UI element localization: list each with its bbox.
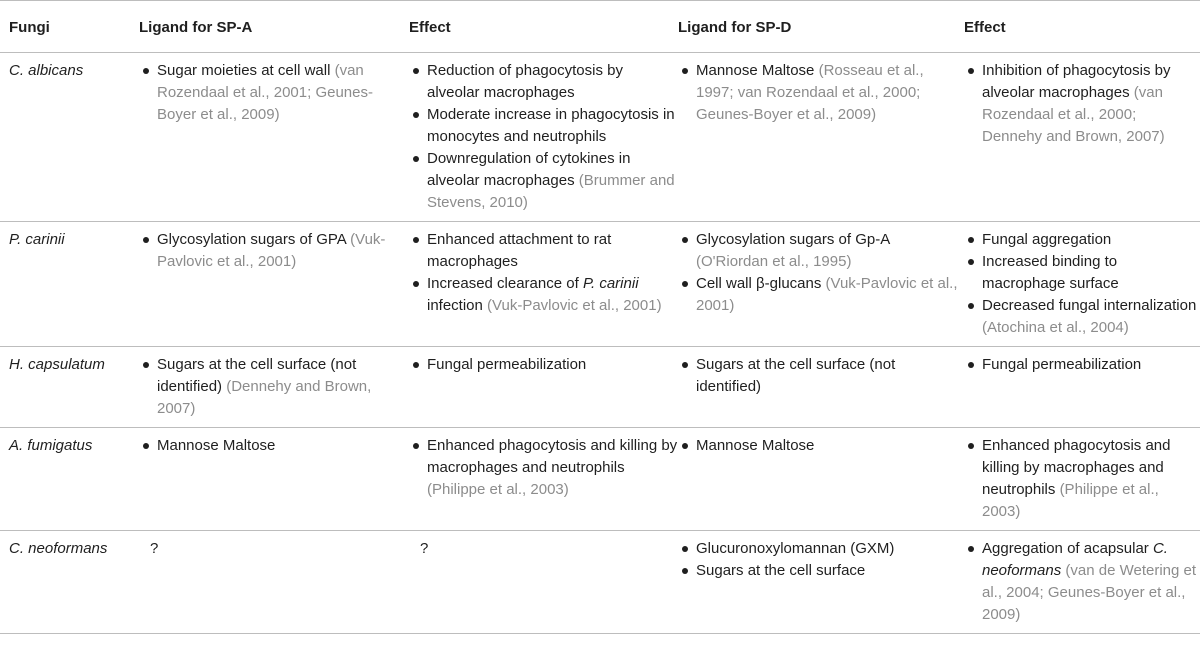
bullet-list [139,229,409,273]
item-citation: (Atochina et al., 2004) [982,319,1129,336]
bullet-item [678,229,964,273]
fungi-cell: H. capsulatum [0,347,139,428]
item-citation: (Vuk-Pavlovic et al., 2001) [157,231,386,270]
bullet-list [964,538,1200,626]
effect-spd-cell [964,53,1200,222]
bullet-list [678,229,964,317]
item-text: Mannose Maltose [696,62,819,79]
bullet-item [139,435,409,457]
item-text: Increased clearance of [427,275,583,292]
item-text: Mannose Maltose [696,437,815,454]
bullet-item [678,60,964,126]
fungi-cell: A. fumigatus [0,428,139,531]
bullet-item [139,229,409,273]
bullet-item [964,60,1200,148]
item-citation: (Vuk-Pavlovic et al., 2001) [487,297,662,314]
bullet-list [409,229,678,317]
bullet-list [678,354,964,398]
bullet-list [678,538,964,582]
bullet-item [964,229,1200,251]
effect-spa-cell [409,428,678,531]
ligand-spd-cell [678,531,964,634]
bullet-item [678,560,964,582]
fungi-cell: P. carinii [0,222,139,347]
bullet-item [409,273,678,317]
item-text: Glycosylation sugars of Gp-A [696,231,890,248]
unknown-value: ? [150,540,159,557]
bullet-item [678,435,964,457]
bullet-list [139,60,409,126]
bullet-list [139,435,409,457]
bullet-list [409,435,678,501]
effect-spa-cell [409,347,678,428]
item-species-name: P. carinii [582,275,639,292]
effect-spd-cell [964,531,1200,634]
bullet-list [409,60,678,214]
item-text: Sugars at the cell surface (not identified) [696,356,896,395]
table-row [0,531,1200,634]
item-text: Reduction of phagocytosis by alveolar macrophages [427,62,623,101]
table-row [0,347,1200,428]
bullet-list [409,354,678,376]
bullet-list [964,354,1200,376]
table-row [0,428,1200,531]
item-citation: (van Rozendaal et al., 2000; Dennehy and Brown, 2007) [982,84,1165,145]
bullet-list [964,60,1200,148]
item-text: Glycosylation sugars of GPA [157,231,351,248]
item-text: Downregulation of cytokines in alveolar macrophages [427,150,631,189]
bullet-list [678,60,964,126]
bullet-item [678,538,964,560]
bullet-item [678,273,964,317]
item-text: Glucuronoxylomannan (GXM) [696,540,895,557]
bullet-list [678,435,964,457]
item-citation: (Vuk-Pavlovic et al., 2001) [696,275,958,314]
bullet-list [964,435,1200,523]
item-text: Moderate increase in phagocytosis in monocytes and neutrophils [427,106,675,145]
bullet-item [964,354,1200,376]
item-text: Increased binding to macrophage surface [982,253,1119,292]
table-body [0,53,1200,634]
unknown-value: ? [420,540,429,557]
bullet-item [139,60,409,126]
header-ligand-spd: Ligand for SP-D [678,1,964,53]
bullet-item [964,435,1200,523]
ligand-spd-cell [678,347,964,428]
effect-spd-cell [964,428,1200,531]
header-row [0,1,1200,53]
item-text: Sugars at the cell surface (not identified) [157,356,357,395]
effect-spa-cell [409,53,678,222]
ligand-spd-cell [678,222,964,347]
bullet-item [409,229,678,273]
item-citation: (Philippe et al., 2003) [427,481,569,498]
item-text: Fungal permeabilization [427,356,587,373]
item-text: Aggregation of acapsular [982,540,1153,557]
table-row [0,53,1200,222]
effect-spa-cell [409,222,678,347]
item-text: Enhanced attachment to rat macrophages [427,231,612,270]
item-text: infection [427,297,488,314]
ligand-spa-cell [139,531,409,634]
item-text: Sugar moieties at cell wall [157,62,335,79]
bullet-list [964,229,1200,339]
bullet-item [964,251,1200,295]
bullet-item [409,354,678,376]
ligand-spa-cell [139,53,409,222]
bullet-item [409,104,678,148]
bullet-item [409,60,678,104]
item-text: Mannose Maltose [157,437,276,454]
item-citation: (Brummer and Stevens, 2010) [427,172,675,211]
item-text: Sugars at the cell surface [696,562,866,579]
item-text: Inhibition of phagocytosis by alveolar macrophages [982,62,1171,101]
item-text: Cell wall β-glucans [696,275,826,292]
effect-spd-cell [964,222,1200,347]
bullet-item [678,354,964,398]
item-text: Decreased fungal internalization [982,297,1197,314]
effect-spa-cell [409,531,678,634]
ligand-spa-cell [139,428,409,531]
item-text: Fungal aggregation [982,231,1112,248]
bullet-item [409,435,678,501]
item-citation: (O'Riordan et al., 1995) [696,253,852,270]
item-citation: (Rosseau et al., 1997; van Rozendaal et al., 2000; Geunes-Boyer et al., 2009) [696,62,924,123]
ligand-spa-cell [139,347,409,428]
table-row [0,222,1200,347]
fungi-cell: C. albicans [0,53,139,222]
bullet-item [409,148,678,214]
item-text: Fungal permeabilization [982,356,1142,373]
bullet-list [139,354,409,420]
header-effect-spa: Effect [409,1,678,53]
bullet-item [964,295,1200,339]
table-header [0,1,1200,53]
item-text: Enhanced phagocytosis and killing by macrophages and neutrophils [982,437,1171,498]
item-text: Enhanced phagocytosis and killing by macrophages and neutrophils [427,437,678,476]
item-species-name: C. neoformans [982,540,1168,579]
ligand-spa-cell [139,222,409,347]
effect-spd-cell [964,347,1200,428]
item-citation: (Philippe et al., 2003) [982,481,1159,520]
item-citation: (van Rozendaal et al., 2001; Geunes-Boyer et al., 2009) [157,62,373,123]
header-fungi: Fungi [0,1,139,53]
item-citation: (van de Wetering et al., 2004; Geunes-Boyer et al., 2009) [982,562,1197,623]
item-citation: (Dennehy and Brown, 2007) [157,378,372,417]
bullet-item [964,538,1200,626]
header-ligand-spa: Ligand for SP-A [139,1,409,53]
header-effect-spd: Effect [964,1,1200,53]
ligand-spd-cell [678,428,964,531]
fungi-cell: C. neoformans [0,531,139,634]
bullet-item [139,354,409,420]
ligand-spd-cell [678,53,964,222]
